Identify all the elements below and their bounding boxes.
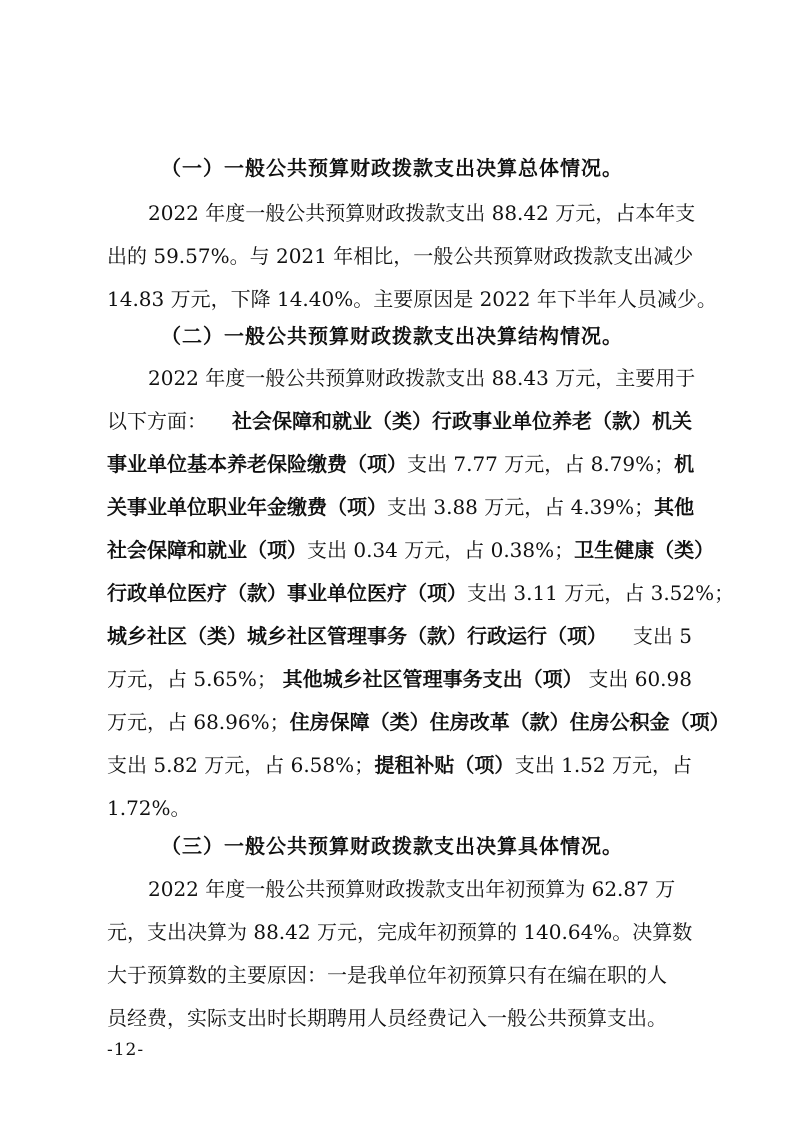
section-2-line-7	[107, 620, 692, 649]
section-2-line-6	[107, 577, 735, 606]
category-bold: 提租补贴（项）	[374, 753, 515, 777]
text-run: 2022 年度一般公共预算财政拨款支出 88.43 万元，主要用于	[148, 366, 696, 390]
section-3-heading: （三）一般公共预算财政拨款支出决算具体情况。	[161, 834, 623, 858]
category-bold: 关事业单位职业年金缴费（项）	[107, 495, 387, 519]
category-bold: 其他城乡社区管理事务支出（项）	[282, 667, 583, 691]
category-bold: 其他	[654, 495, 695, 519]
text-run: 支出 5.82 万元，占 6.58%；	[107, 753, 375, 777]
section-1-line-3: 14.83 万元，下降 14.40%。主要原因是 2022 年下半年人员减少。	[107, 287, 717, 311]
text-run: 支出 5	[632, 624, 692, 648]
text-run: 支出 1.52 万元，占	[514, 753, 692, 777]
text-run: 以下方面：	[107, 409, 207, 433]
section-2-line-1	[148, 362, 696, 391]
category-bold: 城乡社区（类）城乡社区管理事务（款）行政运行（项）	[107, 624, 607, 648]
page-number: -12-	[107, 1040, 145, 1060]
category-bold: 社会保障和就业（类）行政事业单位养老（款）机关	[232, 409, 692, 433]
section-1-heading: （一）一般公共预算财政拨款支出决算总体情况。	[161, 156, 623, 180]
section-3-line-4: 员经费，实际支出时长期聘用人员经费记入一般公共预算支出。	[107, 1006, 667, 1030]
section-2-line-5	[107, 534, 715, 563]
section-2-line-3	[107, 448, 695, 477]
section-2-line-9	[107, 706, 730, 735]
text-run: 万元，占 68.96%；	[107, 710, 290, 734]
section-2-line-2	[107, 405, 692, 434]
text-run: 1.72%。	[107, 796, 191, 820]
text-run: 支出 60.98	[588, 667, 692, 691]
section-3-line-1: 2022 年度一般公共预算财政拨款支出年初预算为 62.87 万	[148, 877, 676, 901]
section-2-line-11	[107, 792, 692, 821]
category-bold: 卫生健康（类）	[574, 538, 715, 562]
section-3-line-3: 大于预算数的主要原因：一是我单位年初预算只有在编在职的人	[107, 963, 667, 987]
section-2-line-4	[107, 491, 695, 520]
text-run: 支出 3.11 万元，占 3.52%；	[467, 581, 735, 605]
category-bold: 住房保障（类）住房改革（款）住房公积金（项）	[289, 710, 730, 734]
text-run: 万元，占 5.65%；	[107, 667, 277, 691]
section-2-line-10	[107, 749, 692, 778]
text-run: 支出 7.77 万元，占 8.79%；	[407, 452, 675, 476]
section-2-line-8	[107, 663, 692, 692]
category-bold: 机	[674, 452, 695, 476]
category-bold: 事业单位基本养老保险缴费（项）	[107, 452, 407, 476]
section-1-line-1: 2022 年度一般公共预算财政拨款支出 88.42 万元，占本年支	[148, 201, 696, 225]
category-bold: 行政单位医疗（款）事业单位医疗（项）	[107, 581, 467, 605]
section-3-line-2: 元，支出决算为 88.42 万元，完成年初预算的 140.64%。决算数	[107, 920, 693, 944]
text-run: 支出 0.34 万元，占 0.38%；	[307, 538, 575, 562]
text-run: 支出 3.88 万元，占 4.39%；	[387, 495, 655, 519]
section-1-line-2: 出的 59.57%。与 2021 年相比，一般公共预算财政拨款支出减少	[107, 244, 694, 268]
category-bold: 社会保障和就业（项）	[107, 538, 307, 562]
section-2-heading: （二）一般公共预算财政拨款支出决算结构情况。	[161, 324, 623, 348]
